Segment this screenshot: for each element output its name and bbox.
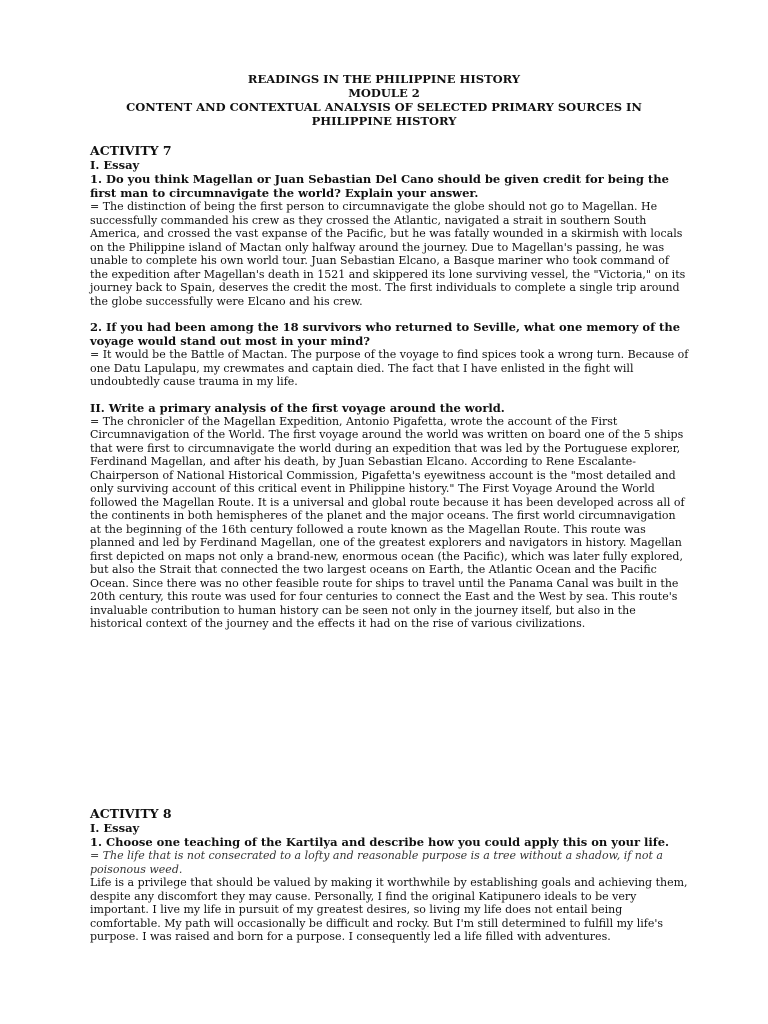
kartilya-quote: = The life that is not consecrated to a lofty and reasonable purpose is a tree without a shadow, if not a poisonous weed. <box>90 849 663 876</box>
activity-8-essay-heading: I. Essay <box>90 821 140 835</box>
activity-7-question-1: 1. Do you think Magellan or Juan Sebastian Del Cano should be given credit for being the first man to circumnavigate the world? Explain your answer. <box>90 172 669 200</box>
module-topic-line2: PHILIPPINE HISTORY <box>311 114 457 128</box>
activity-7-analysis-heading: II. Write a primary analysis of the first voyage around the world. <box>90 400 505 415</box>
document-header <box>0 72 768 128</box>
activity-7-answer-1: = The distinction of being the first person to circumnavigate the globe should not go to Magellan. He successfully commanded his crew as they crossed the Atlantic, navigated a strait in southern South America, and crossed the vast expanse of the Pacific, but he was fatally wounded in a skirmish with locals on the Philippine island of Mactan only halfway around the journey. Due to Magellan's passing, he was unable to complete his own world tour. Juan Sebastian Elcano, a Basque mariner who took command of the expedition after Magellan's death in 1521 and skippered its lone surviving vessel, the "Victoria," on its journey back to Spain, deserves the credit the most. The first individuals to complete a single trip around the globe successfully were Elcano and his crew. <box>90 200 686 308</box>
activity-8-answer-1: Life is a privilege that should be valued by making it worthwhile by establishing goals and achieving them, despite any discomfort they may cause. Personally, I find the original Katipunero ideals to be very important. I live my life in pursuit of my greatest desires, so living my life does not entail being comfortable. My path will occasionally be difficult and rocky. But I'm still determined to fulfill my life's purpose. I was raised and born for a purpose. I consequently led a life filled with adventures. <box>90 876 688 943</box>
activity-8-section <box>90 806 690 944</box>
activity-8-title: ACTIVITY 8 <box>90 806 172 821</box>
activity-8-question-1: 1. Choose one teaching of the Kartilya and describe how you could apply this on your life. <box>90 835 670 849</box>
activity-7-question-2: 2. If you had been among the 18 survivors who returned to Seville, what one memory of the voyage would stand out most in your mind? <box>90 320 681 348</box>
activity-7-essay-heading: I. Essay <box>90 158 140 172</box>
activity-7-answer-2: = It would be the Battle of Mactan. The purpose of the voyage to find spices took a wrong turn. Because of one Datu Lapulapu, my crewmates and captain died. The fact that I have enlisted in the fight will undoubtedly cause trauma in my life. <box>90 348 689 388</box>
module-topic-line1: CONTENT AND CONTEXTUAL ANALYSIS OF SELECTED PRIMARY SOURCES IN <box>126 100 642 114</box>
activity-7-title: ACTIVITY 7 <box>90 143 172 158</box>
module-label: MODULE 2 <box>348 86 420 100</box>
activity-7-section <box>90 143 690 631</box>
course-title: READINGS IN THE PHILIPPINE HISTORY <box>247 72 521 86</box>
activity-7-analysis-text: = The chronicler of the Magellan Expedition, Antonio Pigafetta, wrote the account of the First Circumnavigation of the World. The first voyage around the world was written on board one of the 5 ships that were first to circumnavigate the world during an expedition that was led by the Portuguese explorer, Ferdinand Magellan, and after his death, by Juan Sebastian Elcano. According to Rene Escalante- Chairperson of National Historical Commission, Pigafetta's eyewitness account is the "most detailed and only surviving account of this critical event in Philippine history." The First Voyage Around the World followed the Magellan Route. It is a universal and global route because it has been developed across all of the continents in both hemispheres of the planet and the major oceans. The first world circumnavigation at the beginning of the 16th century followed a route known as the Magellan Route. This route was planned and led by Ferdinand Magellan, one of the greatest explorers and navigators in history. Magellan first depicted on maps not only a brand-new, enormous ocean (the Pacific), which was later fully explored, but also the Strait that connected the two largest oceans on Earth, the Atlantic Ocean and the Pacific Ocean. Since there was no other feasible route for ships to travel until the Panama Canal was built in the 20th century, this route was used for four centuries to connect the East and the West by sea. This route's invaluable contribution to human history can be seen not only in the journey itself, but also in the historical context of the journey and the effects it had on the rise of various civilizations. <box>90 414 685 630</box>
